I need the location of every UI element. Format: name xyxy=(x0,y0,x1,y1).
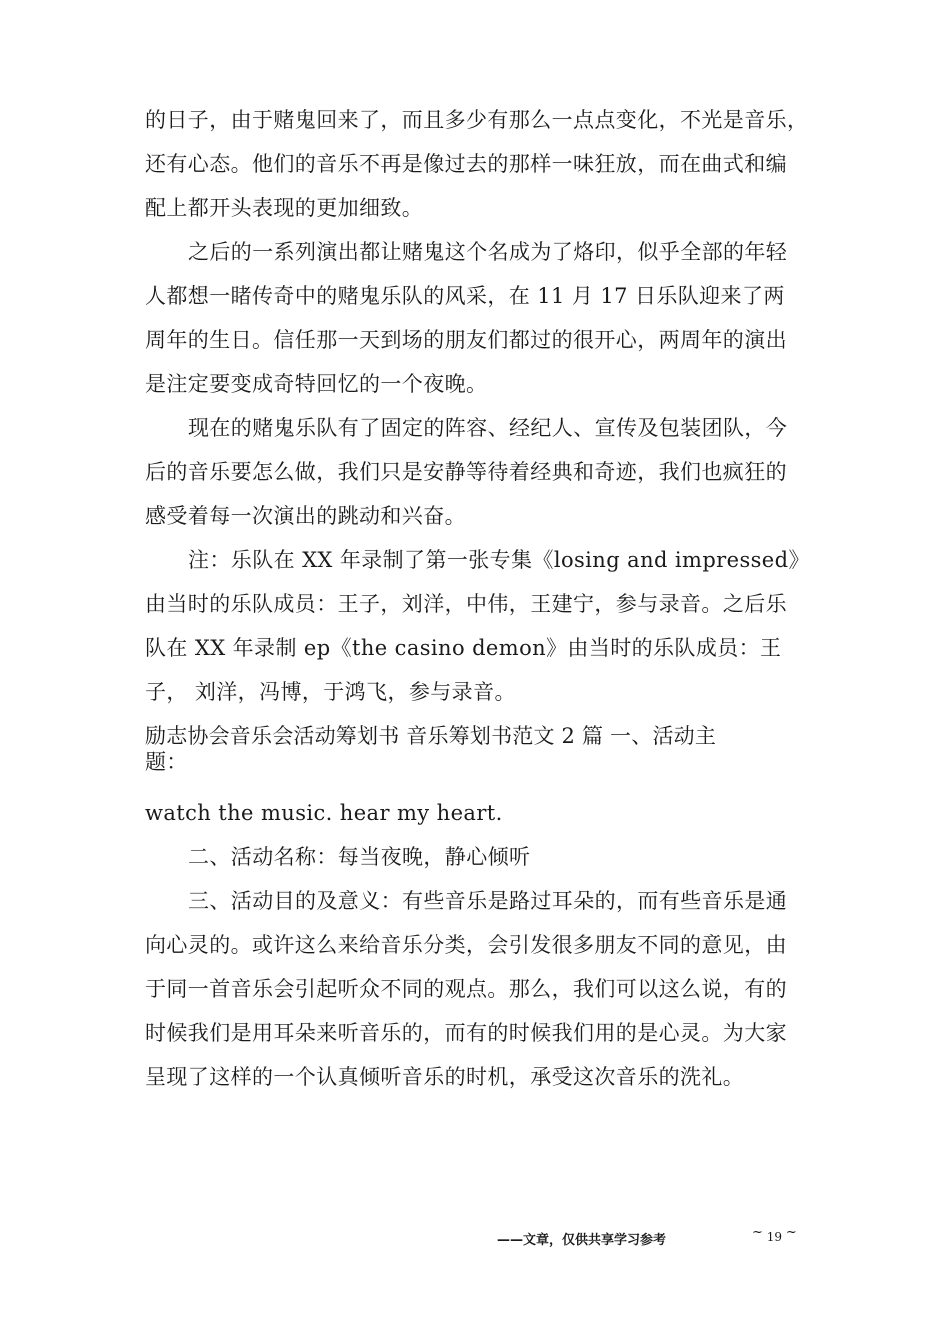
page-number-tilde-right: ~ xyxy=(785,1225,797,1240)
paragraph-5-line-2: 向心灵的。或许这么来给音乐分类，会引发很多朋友不同的意见，由 xyxy=(145,933,787,957)
paragraph-5-line-3: 于同一首音乐会引起听众不同的观点。那么，我们可以这么说，有的 xyxy=(145,977,787,1001)
paragraph-1-line-1: 的日子，由于赌鬼回来了，而且多少有那么一点点变化，不光是音乐， xyxy=(145,108,809,132)
paragraph-5-line-5: 呈现了这样的一个认真倾听音乐的时机，承受这次音乐的洗礼。 xyxy=(145,1065,745,1089)
theme-value: watch the music. hear my heart. xyxy=(145,801,503,825)
paragraph-2-line-2: 人都想一睹传奇中的赌鬼乐队的风采，在 11 月 17 日乐队迎来了两 xyxy=(145,284,785,308)
section-heading-line-2: 题： xyxy=(145,750,188,774)
paragraph-5-line-4: 时候我们是用耳朵来听音乐的，而有的时候我们用的是心灵。为大家 xyxy=(145,1021,787,1045)
paragraph-4-line-2: 由当时的乐队成员：王子，刘洋，中伟，王建宁，参与录音。之后乐 xyxy=(145,592,787,616)
paragraph-4-line-1: 注：乐队在 XX 年录制了第一张专集《losing and impressed》 xyxy=(188,548,810,572)
activity-name: 二、活动名称：每当夜晚，静心倾听 xyxy=(188,845,531,869)
paragraph-2-line-1: 之后的一系列演出都让赌鬼这个名成为了烙印，似乎全部的年轻 xyxy=(188,240,788,264)
section-heading-line-1: 励志协会音乐会活动筹划书 音乐筹划书范文 2 篇 一、活动主 xyxy=(145,724,717,748)
paragraph-4-line-4: 子， 刘洋，冯博，于鸿飞，参与录音。 xyxy=(145,680,516,704)
paragraph-4-line-3: 队在 XX 年录制 ep《the casino demon》由当时的乐队成员：王 xyxy=(145,636,782,660)
paragraph-3-line-2: 后的音乐要怎么做，我们只是安静等待着经典和奇迹，我们也疯狂的 xyxy=(145,460,787,484)
paragraph-2-line-3: 周年的生日。信任那一天到场的朋友们都过的很开心，两周年的演出 xyxy=(145,328,787,352)
paragraph-3-line-1: 现在的赌鬼乐队有了固定的阵容、经纪人、宣传及包装团队，今 xyxy=(188,416,788,440)
page-number-tilde-left: ~ xyxy=(752,1225,763,1240)
paragraph-1-line-2: 还有心态。他们的音乐不再是像过去的那样一味狂放，而在曲式和编 xyxy=(145,152,787,176)
paragraph-3-line-3: 感受着每一次演出的跳动和兴奋。 xyxy=(145,504,466,528)
paragraph-2-line-4: 是注定要变成奇特回忆的一个夜晚。 xyxy=(145,372,488,396)
paragraph-5-line-1: 三、活动目的及意义：有些音乐是路过耳朵的，而有些音乐是通 xyxy=(188,889,788,913)
footer-note: ——文章，仅供共享学习参考 xyxy=(497,1233,667,1248)
paragraph-1-line-3: 配上都开头表现的更加细致。 xyxy=(145,196,424,220)
page-number-block xyxy=(752,1225,797,1247)
page-number: 19 xyxy=(766,1230,783,1244)
